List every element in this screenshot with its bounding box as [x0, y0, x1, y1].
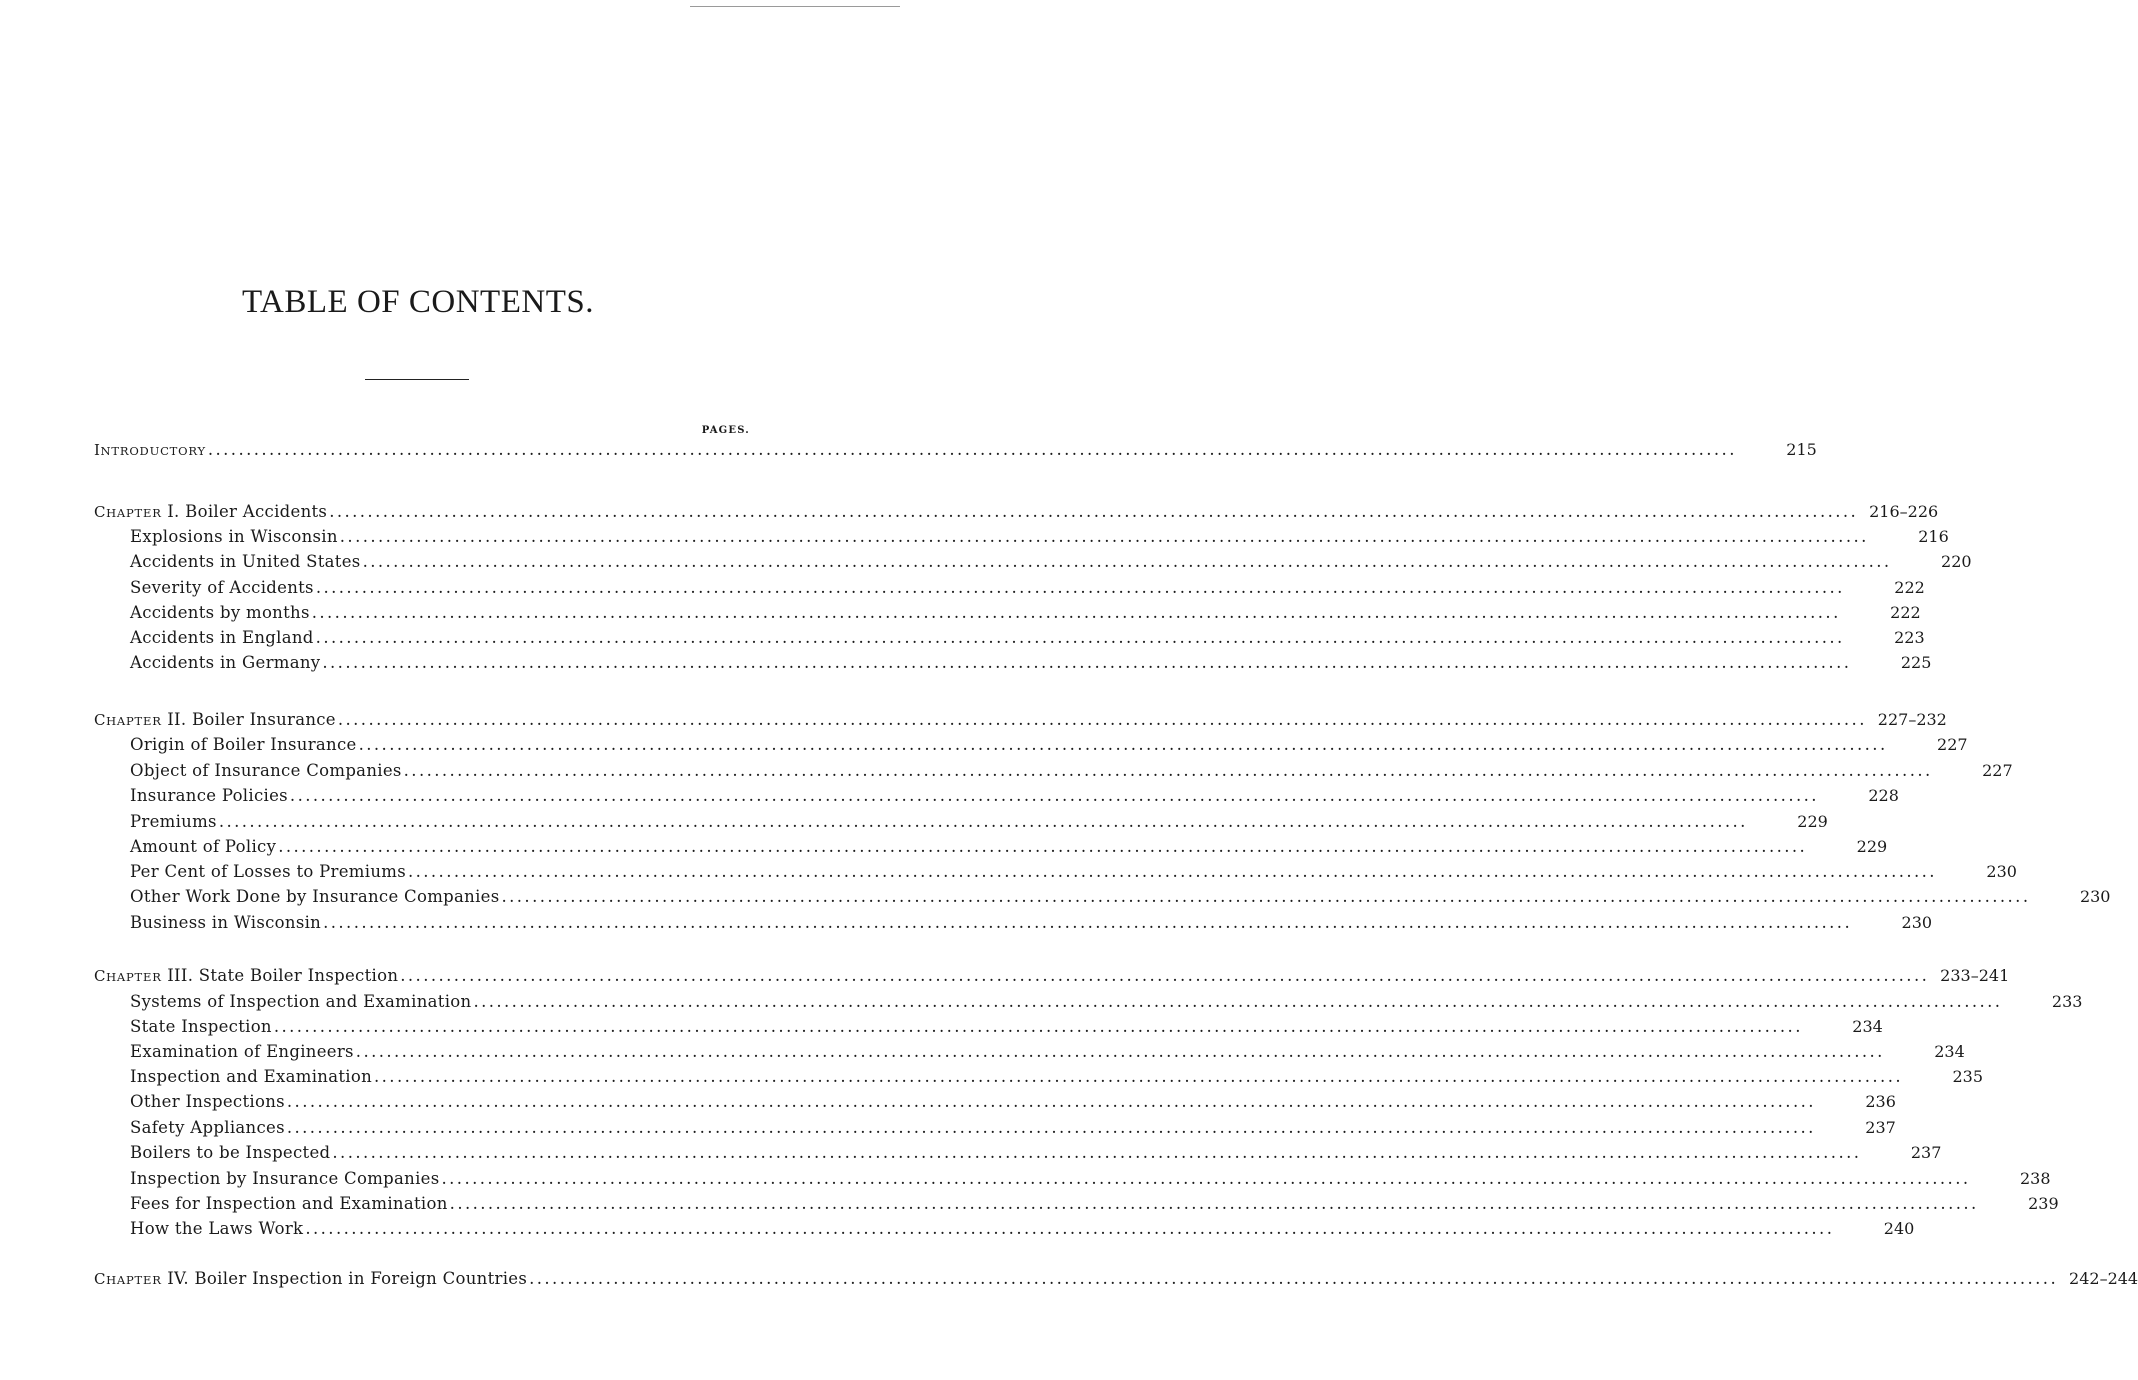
toc-chapter-label: CHAPTER II. Boiler Insurance	[94, 710, 336, 729]
toc-page-range: 242–244	[2069, 1269, 2138, 1288]
toc-entry: Accidents in England ........................................................................................................................................................................................................ 223	[130, 626, 752, 650]
leader-dots: ........................................................................................................................................................................................................	[337, 710, 1867, 729]
toc-chapter-label: CHAPTER I. Boiler Accidents	[94, 502, 328, 521]
toc-entry: Other Work Done by Insurance Companies ........................................................................................................................................................................................................ 230	[130, 885, 752, 909]
toc-entry: Systems of Inspection and Examination ........................................................................................................................................................................................................ 233	[130, 990, 752, 1014]
toc-entry: Other Inspections ........................................................................................................................................................................................................ 236	[130, 1090, 752, 1114]
leader-dots: ........................................................................................................................................................................................................	[218, 812, 1748, 831]
toc-entry: Premiums ........................................................................................................................................................................................................ 229	[130, 810, 752, 834]
leader-dots: ........................................................................................................................................................................................................	[358, 735, 1888, 754]
leader-dots: ........................................................................................................................................................................................................	[332, 1143, 1862, 1162]
leader-dots: ........................................................................................................................................................................................................	[449, 1194, 1979, 1213]
toc-chapter-4	[94, 1267, 2138, 1291]
title-rule	[365, 379, 469, 380]
toc-page-range: 233–241	[1940, 966, 2010, 985]
toc-entry: Explosions in Wisconsin ........................................................................................................................................................................................................ 216	[130, 525, 752, 549]
toc-page-range: 216–226	[1869, 502, 1939, 521]
leader-dots: ........................................................................................................................................................................................................	[278, 837, 1808, 856]
top-edge-rule	[690, 6, 900, 7]
leader-dots: ........................................................................................................................................................................................................	[473, 992, 2003, 1011]
toc-entry: Accidents by months ........................................................................................................................................................................................................ 222	[130, 601, 752, 625]
toc-chapter-label: CHAPTER III. State Boiler Inspection	[94, 966, 399, 985]
toc-page-number: 215	[1786, 440, 1817, 459]
leader-dots: ........................................................................................................................................................................................................	[362, 552, 1892, 571]
leader-dots: ........................................................................................................................................................................................................	[286, 1092, 1816, 1111]
toc-entry: Inspection and Examination ........................................................................................................................................................................................................ 235	[130, 1065, 752, 1089]
toc-entry: State Inspection ........................................................................................................................................................................................................ 234	[130, 1015, 752, 1039]
leader-dots: ........................................................................................................................................................................................................	[207, 440, 1737, 459]
toc-entry: Accidents in Germany ........................................................................................................................................................................................................ 225	[130, 651, 752, 675]
leader-dots: ........................................................................................................................................................................................................	[400, 966, 1930, 985]
toc-entry: Per Cent of Losses to Premiums ........................................................................................................................................................................................................ 230	[130, 860, 752, 884]
leader-dots: ........................................................................................................................................................................................................	[441, 1169, 1971, 1188]
toc-entry: Safety Appliances ........................................................................................................................................................................................................ 237	[130, 1116, 752, 1140]
leader-dots: ........................................................................................................................................................................................................	[329, 502, 1859, 521]
leader-dots: ........................................................................................................................................................................................................	[407, 862, 1937, 881]
leader-dots: ........................................................................................................................................................................................................	[315, 578, 1845, 597]
toc-chapter-2	[94, 708, 1947, 732]
leader-dots: ........................................................................................................................................................................................................	[305, 1219, 1835, 1238]
toc-entry: Insurance Policies ........................................................................................................................................................................................................ 228	[130, 784, 752, 808]
leader-dots: ........................................................................................................................................................................................................	[322, 653, 1852, 672]
toc-entry-introductory	[94, 438, 1817, 462]
toc-page-range: 227–232	[1877, 710, 1947, 729]
toc-entry: Accidents in United States ........................................................................................................................................................................................................ 220	[130, 550, 752, 574]
toc-entry: How the Laws Work ........................................................................................................................................................................................................ 240	[130, 1217, 752, 1241]
toc-entry: Severity of Accidents ........................................................................................................................................................................................................ 222	[130, 576, 752, 600]
toc-label: INTRODUCTORY	[94, 441, 206, 459]
leader-dots: ........................................................................................................................................................................................................	[501, 887, 2031, 906]
leader-dots: ........................................................................................................................................................................................................	[311, 603, 1841, 622]
toc-entry: Business in Wisconsin ........................................................................................................................................................................................................ 230	[130, 911, 752, 935]
pages-column-heading: PAGES.	[701, 425, 750, 436]
toc-chapter-3	[94, 964, 2010, 988]
toc-entry: Amount of Policy ........................................................................................................................................................................................................ 229	[130, 835, 752, 859]
leader-dots: ........................................................................................................................................................................................................	[374, 1067, 1903, 1086]
leader-dots: ........................................................................................................................................................................................................	[529, 1269, 2059, 1288]
toc-entry: Origin of Boiler Insurance ........................................................................................................................................................................................................ 227	[130, 733, 752, 757]
toc-entry: Object of Insurance Companies ........................................................................................................................................................................................................ 227	[130, 759, 752, 783]
leader-dots: ........................................................................................................................................................................................................	[315, 628, 1845, 647]
toc-entry: Examination of Engineers ........................................................................................................................................................................................................ 234	[130, 1040, 752, 1064]
page-title: TABLE OF CONTENTS.	[242, 284, 594, 320]
leader-dots: ........................................................................................................................................................................................................	[339, 527, 1869, 546]
leader-dots: ........................................................................................................................................................................................................	[273, 1017, 1803, 1036]
toc-chapter-label: CHAPTER IV. Boiler Inspection in Foreign Countries	[94, 1269, 528, 1288]
toc-entry: Boilers to be Inspected ........................................................................................................................................................................................................ 237	[130, 1141, 752, 1165]
toc-entry: Inspection by Insurance Companies ........................................................................................................................................................................................................ 238	[130, 1167, 752, 1191]
leader-dots: ........................................................................................................................................................................................................	[355, 1042, 1885, 1061]
toc-chapter-1	[94, 500, 1939, 524]
leader-dots: ........................................................................................................................................................................................................	[289, 786, 1819, 805]
leader-dots: ........................................................................................................................................................................................................	[286, 1118, 1816, 1137]
leader-dots: ........................................................................................................................................................................................................	[403, 761, 1933, 780]
leader-dots: ........................................................................................................................................................................................................	[323, 913, 1853, 932]
toc-entry: Fees for Inspection and Examination ........................................................................................................................................................................................................ 239	[130, 1192, 752, 1216]
